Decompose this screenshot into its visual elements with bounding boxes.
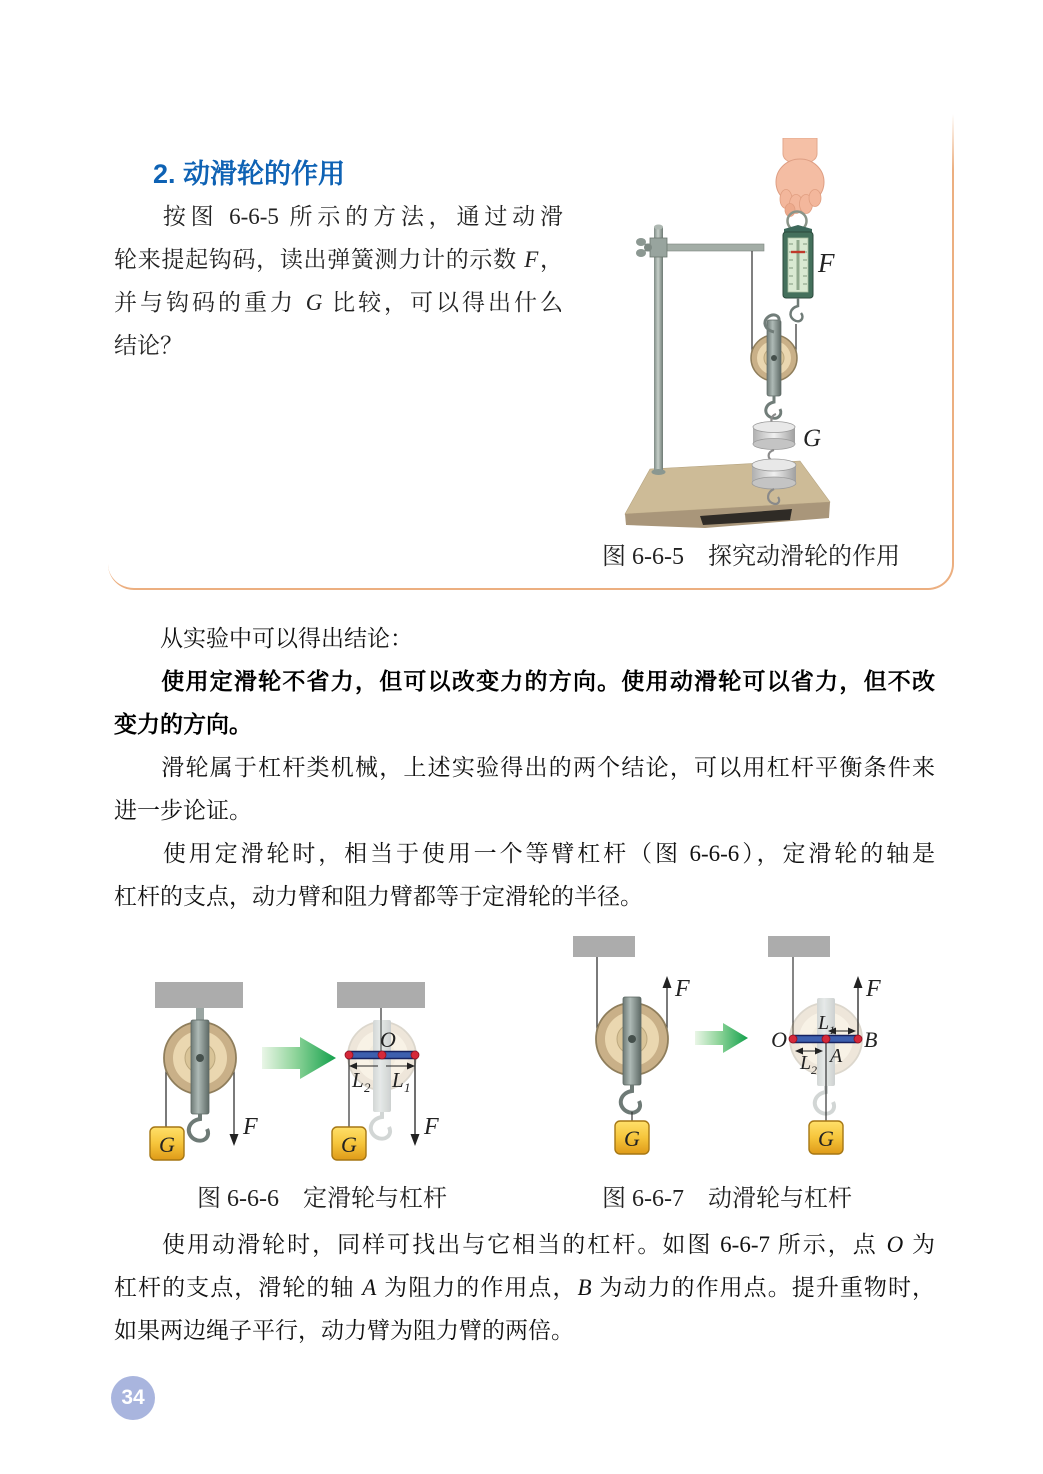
stand-crossbar — [636, 238, 764, 257]
label-O: O — [771, 1027, 787, 1052]
fulcrum-dot — [378, 1051, 386, 1059]
label-G: G — [341, 1132, 357, 1157]
svg-text:2: 2 — [811, 1063, 817, 1077]
closing-line-1: 使用动滑轮时，同样可找出与它相当的杠杆。如图 6-6-7 所示，点 O 为 — [160, 1232, 936, 1257]
figure-6-6-5-illustration — [598, 138, 950, 530]
force-arrow — [854, 976, 863, 988]
svg-text:1: 1 — [404, 1080, 411, 1095]
movable-pulley-diagram — [573, 936, 690, 1154]
closing-line-3: 如果两边绳子平行，动力臂为阻力臂的两倍。 — [114, 1318, 574, 1343]
label-L1: L — [392, 1068, 404, 1092]
var-F: F — [524, 247, 539, 272]
lever-end-dot — [411, 1051, 419, 1059]
svg-text:1: 1 — [829, 1023, 835, 1037]
body-line-1: 从实验中可以得出结论： — [160, 626, 413, 651]
question-line-3: 并与钩码的重力 G 比较，可以得出什么 — [114, 290, 564, 315]
closing-line-2: 杠杆的支点，滑轮的轴 A 为阻力的作用点，B 为动力的作用点。提升重物时， — [114, 1275, 936, 1300]
var-O: O — [886, 1232, 904, 1257]
movable-pulley — [751, 315, 797, 418]
figure-6-6-5-caption: 图 6-6-5 探究动滑轮的作用 — [602, 544, 900, 570]
body-line-7: 杠杆的支点，动力臂和阻力臂都等于定滑轮的半径。 — [114, 884, 643, 909]
force-arrow — [411, 1134, 420, 1146]
figure-6-6-7-illustration — [555, 928, 955, 1164]
box-border-fade — [951, 0, 954, 170]
section-heading: 2. 动滑轮的作用 — [153, 159, 346, 189]
arrow-right-icon — [262, 1037, 336, 1079]
label-G: G — [803, 425, 822, 452]
question-line-2: 轮来提起钩码，读出弹簧测力计的示数 F， — [114, 247, 564, 272]
spring-scale — [783, 212, 813, 322]
label-G: G — [624, 1126, 640, 1151]
label-F: F — [424, 1114, 439, 1140]
scale-hook — [791, 298, 803, 321]
fulcrum-dot — [789, 1035, 797, 1043]
figure-6-6-6-caption: 图 6-6-6 定滑轮与杠杆 — [197, 1186, 447, 1212]
hook-icon — [189, 1114, 208, 1141]
body-line-5: 进一步论证。 — [114, 798, 252, 823]
body-line-4: 滑轮属于杠杆类机械，上述实验得出的两个结论，可以用杠杆平衡条件来 — [160, 755, 935, 780]
stand-rod — [652, 225, 666, 476]
label-F: F — [675, 976, 690, 1002]
figure-6-6-6-illustration — [140, 958, 500, 1164]
label-G: G — [818, 1126, 834, 1151]
hand — [776, 138, 824, 217]
question-line-4: 结论？ — [114, 333, 183, 358]
ceiling-bar — [337, 982, 425, 1008]
label-L2: L — [352, 1068, 364, 1092]
body-line-6: 使用定滑轮时，相当于使用一个等臂杠杆（图 6-6-6），定滑轮的轴是 — [160, 841, 935, 866]
figure-6-6-7-caption: 图 6-6-7 动滑轮与杠杆 — [602, 1186, 852, 1212]
svg-text:2: 2 — [364, 1080, 371, 1095]
question-line-1: 按图 6-6-5 所示的方法，通过动滑 — [158, 204, 563, 229]
lever-end-dot — [345, 1051, 353, 1059]
ceiling-bar — [155, 982, 243, 1008]
label-A: A — [830, 1045, 843, 1067]
label-F: F — [866, 976, 881, 1002]
hook-icon — [621, 1085, 640, 1113]
fixed-pulley-lever-diagram — [332, 982, 439, 1160]
label-F: F — [818, 248, 835, 278]
body-line-3: 变力的方向。 — [114, 712, 252, 737]
force-arrow — [663, 976, 672, 988]
label-G: G — [159, 1132, 175, 1157]
var-B: B — [577, 1275, 592, 1300]
label-B: B — [864, 1027, 878, 1052]
fixed-pulley-diagram — [150, 982, 258, 1160]
arrow-right-icon — [695, 1023, 748, 1053]
label-L1: L — [818, 1012, 830, 1034]
movable-pulley-lever-diagram — [768, 936, 881, 1154]
lever-end-dot — [854, 1035, 862, 1043]
label-O: O — [380, 1027, 396, 1052]
label-F: F — [243, 1114, 258, 1140]
ceiling-bar — [573, 936, 635, 957]
page-number-badge: 34 — [111, 1376, 155, 1420]
var-A: A — [362, 1275, 377, 1300]
label-L2: L — [800, 1052, 812, 1074]
body-line-2: 使用定滑轮不省力，但可以改变力的方向。使用动滑轮可以省力，但不改 — [160, 669, 935, 694]
ceiling-bar — [768, 936, 830, 957]
force-arrow — [230, 1134, 239, 1146]
var-G: G — [305, 290, 323, 315]
